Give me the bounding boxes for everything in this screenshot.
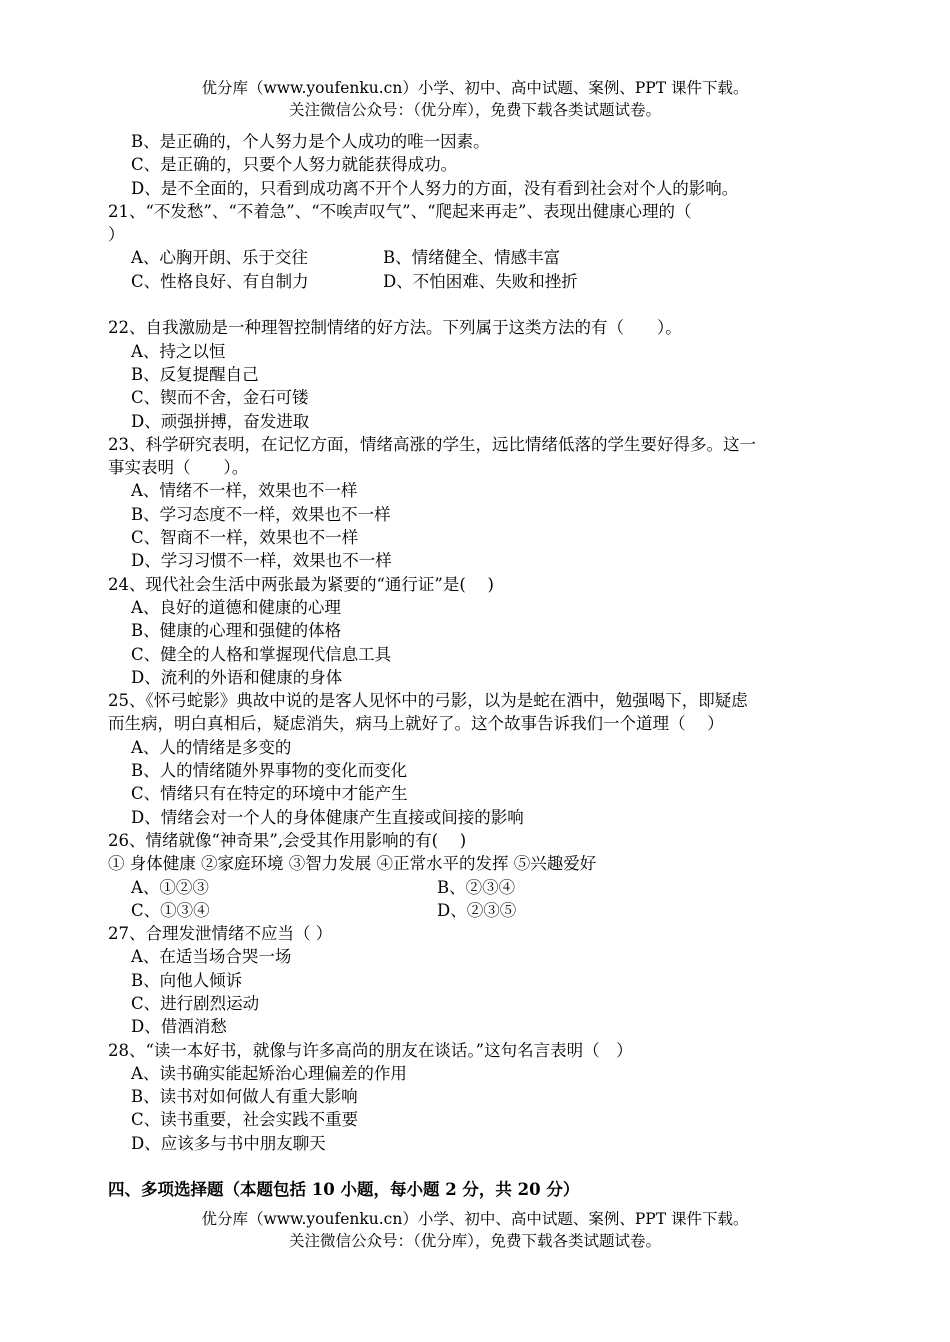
option-c: C、是正确的，只要个人努力就能获得成功。: [131, 155, 458, 175]
option-a: A、情绪不一样，效果也不一样: [131, 481, 358, 501]
header-line-2: 关注微信公众号：（优分库），免费下载各类试题试卷。: [288, 101, 661, 119]
question-25: [108, 689, 868, 829]
question-27: [108, 922, 868, 1038]
question-stem: 21、“不发愁”、“不着急”、“不唉声叹气”、“爬起来再走”、表现出健康心理的（: [108, 201, 692, 221]
option-b: B、反复提醒自己: [131, 364, 259, 384]
option-d: D、借酒消愁: [131, 1017, 227, 1037]
option-c: C、健全的人格和掌握现代信息工具: [131, 644, 392, 664]
option-c: C、进行剧烈运动: [131, 993, 260, 1013]
section-heading: 四、多项选择题（本题包括 10 小题，每小题 2 分，共 20 分）: [108, 1180, 580, 1200]
option-b: B、人的情绪随外界事物的变化而变化: [131, 761, 408, 781]
option-a: A、良好的道德和健康的心理: [131, 597, 341, 617]
option-b: B、学习态度不一样，效果也不一样: [131, 504, 391, 524]
blank-line: [108, 1155, 868, 1178]
option-d: D、是不全面的，只看到成功离不开个人努力的方面，没有看到社会对个人的影响。: [131, 178, 739, 198]
question-22: [108, 316, 868, 432]
option-c: C、锲而不舍，金石可镂: [131, 388, 309, 408]
option-b: B、②③④: [437, 877, 516, 897]
question-stem: 24、现代社会生活中两张最为紧要的“通行证”是( ): [108, 574, 494, 594]
option-d: D、情绪会对一个人的身体健康产生直接或间接的影响: [131, 807, 524, 827]
option-a: A、读书确实能起矫治心理偏差的作用: [131, 1063, 407, 1083]
option-b: B、情绪健全、情感丰富: [383, 248, 561, 268]
question-21: [108, 200, 868, 293]
question-26: [108, 829, 868, 922]
document-body: [108, 130, 868, 1201]
question-stem-continued: 而生病，明白真相后，疑虑消失，病马上就好了。这个故事告诉我们一个道理（ ）: [108, 714, 724, 734]
question-stem-continued: 事实表明（ ）。: [108, 458, 249, 478]
option-c: C、性格良好、有自制力: [131, 271, 309, 291]
question-stem: 22、自我激励是一种理智控制情绪的好方法。下列属于这类方法的有（ ）。: [108, 318, 682, 338]
option-d: D、学习习惯不一样，效果也不一样: [131, 551, 392, 571]
option-a: A、人的情绪是多变的: [131, 737, 292, 757]
blank-line: [108, 293, 868, 316]
question-items: ① 身体健康 ②家庭环境 ③智力发展 ④正常水平的发挥 ⑤兴趣爱好: [108, 854, 597, 874]
question-stem: 26、情绪就像“神奇果”,会受其作用影响的有( ): [108, 830, 467, 850]
header-line-1: 优分库（www.youfenku.cn）小学、初中、高中试题、案例、PPT 课件下载。: [201, 79, 749, 97]
question-28: [108, 1039, 868, 1155]
option-b: B、向他人倾诉: [131, 970, 243, 990]
question-stem: 28、“读一本好书，就像与许多高尚的朋友在谈话。”这句名言表明（ ）: [108, 1040, 633, 1060]
option-d: D、流利的外语和健康的身体: [131, 667, 343, 687]
question-stem: 23、科学研究表明，在记忆方面，情绪高涨的学生，远比情绪低落的学生要好得多。这一: [108, 434, 756, 454]
page-header: [0, 77, 950, 121]
option-d: D、顽强拼搏，奋发进取: [131, 411, 310, 431]
option-row: [108, 270, 868, 293]
option-c: C、读书重要，社会实践不重要: [131, 1110, 359, 1130]
option-c: C、智商不一样，效果也不一样: [131, 528, 359, 548]
question-stem: 25、《怀弓蛇影》典故中说的是客人见怀中的弓影，以为是蛇在酒中，勉强喝下，即疑虑: [108, 691, 748, 711]
option-row: [108, 246, 868, 269]
option-b: B、读书对如何做人有重大影响: [131, 1087, 358, 1107]
question-stem-continued: ）: [108, 225, 125, 245]
option-a: A、①②③: [131, 877, 209, 897]
option-a: A、持之以恒: [131, 341, 226, 361]
question-23: [108, 433, 868, 573]
option-d: D、应该多与书中朋友聊天: [131, 1133, 326, 1153]
option-d: D、不怕困难、失败和挫折: [383, 271, 578, 291]
option-d: D、②③⑤: [437, 900, 517, 920]
option-row: [108, 899, 868, 922]
option-c: C、①③④: [131, 900, 210, 920]
page-footer: [0, 1208, 950, 1252]
footer-line-1: 优分库（www.youfenku.cn）小学、初中、高中试题、案例、PPT 课件下载。: [201, 1210, 749, 1228]
option-row: [108, 876, 868, 899]
option-b: B、是正确的，个人努力是个人成功的唯一因素。: [131, 132, 490, 151]
option-a: A、心胸开朗、乐于交往: [131, 248, 308, 268]
option-a: A、在适当场合哭一场: [131, 947, 292, 967]
question-stem: 27、合理发泄情绪不应当（ ）: [108, 924, 333, 944]
option-c: C、情绪只有在特定的环境中才能产生: [131, 784, 408, 804]
question-24: [108, 573, 868, 689]
option-b: B、健康的心理和强健的体格: [131, 621, 342, 641]
footer-line-2: 关注微信公众号：（优分库），免费下载各类试题试卷。: [288, 1232, 661, 1250]
